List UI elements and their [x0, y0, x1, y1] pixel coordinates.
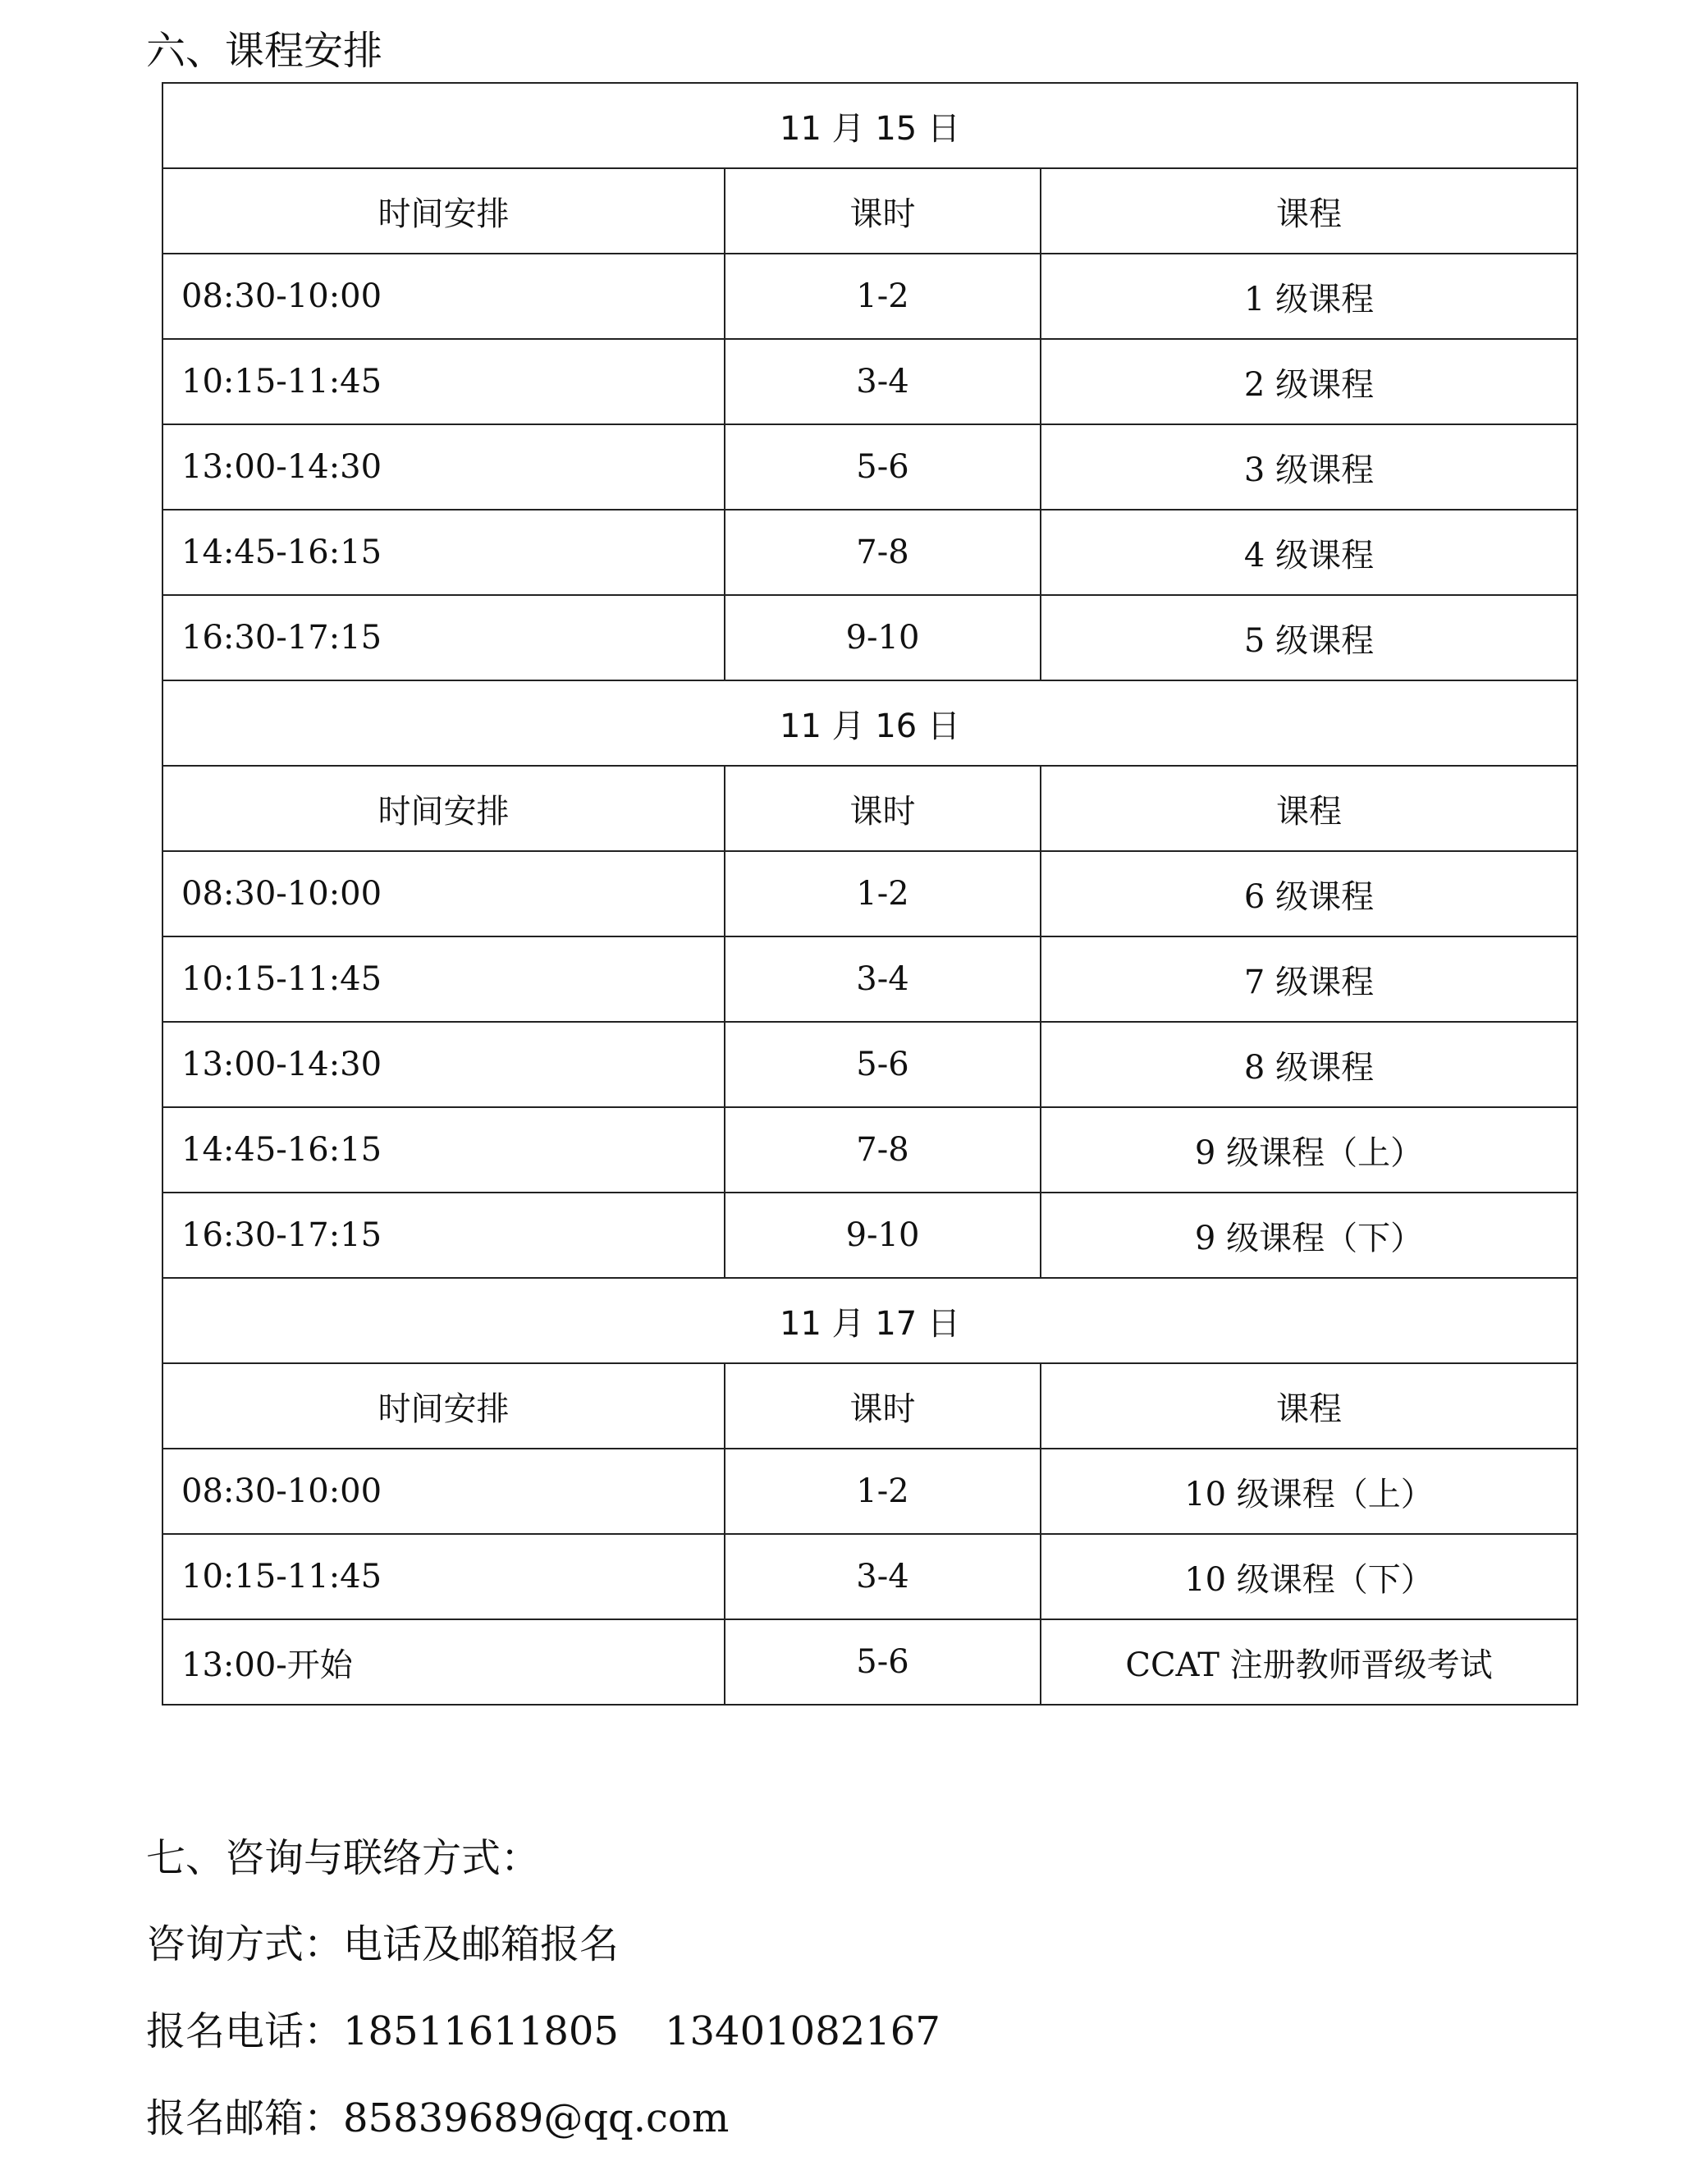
table-row: [162, 1022, 1577, 1107]
course-cell: 4 级课程: [1041, 510, 1577, 595]
contact-email-line: [146, 2095, 730, 2141]
table-row: [162, 1619, 1577, 1705]
course-cell: CCAT 注册教师晋级考试: [1041, 1619, 1577, 1705]
table-row: [162, 424, 1577, 510]
time-cell: 08:30-10:00: [162, 254, 725, 339]
period-cell: 5-6: [725, 424, 1041, 510]
course-cell: 1 级课程: [1041, 254, 1577, 339]
contact-method-value: 电话及邮箱报名: [343, 1921, 620, 1967]
phone-number-1: 18511611805: [343, 2008, 619, 2054]
column-header-time: 时间安排: [162, 766, 725, 851]
course-schedule-table: [162, 82, 1578, 1706]
time-cell: 16:30-17:15: [162, 595, 725, 680]
table-row: [162, 936, 1577, 1022]
column-header-course: 课程: [1041, 1363, 1577, 1449]
time-cell: 13:00-开始: [162, 1619, 725, 1705]
period-cell: 1-2: [725, 254, 1041, 339]
section-heading-contact: 七、咨询与联络方式：: [146, 1835, 541, 1881]
column-header-course: 课程: [1041, 168, 1577, 254]
period-cell: 5-6: [725, 1619, 1041, 1705]
header-row: [162, 766, 1577, 851]
date-label: 11 月 17 日: [162, 1278, 1577, 1363]
time-cell: 08:30-10:00: [162, 1449, 725, 1534]
column-header-period: 课时: [725, 1363, 1041, 1449]
course-cell: 10 级课程（下）: [1041, 1534, 1577, 1619]
period-cell: 1-2: [725, 851, 1041, 936]
course-cell: 5 级课程: [1041, 595, 1577, 680]
period-cell: 3-4: [725, 1534, 1041, 1619]
date-row: [162, 1278, 1577, 1363]
period-cell: 9-10: [725, 595, 1041, 680]
time-cell: 10:15-11:45: [162, 1534, 725, 1619]
time-cell: 16:30-17:15: [162, 1193, 725, 1278]
course-cell: 3 级课程: [1041, 424, 1577, 510]
course-cell: 2 级课程: [1041, 339, 1577, 424]
date-row: [162, 680, 1577, 766]
table-row: [162, 1534, 1577, 1619]
period-cell: 5-6: [725, 1022, 1041, 1107]
column-header-time: 时间安排: [162, 168, 725, 254]
time-cell: 08:30-10:00: [162, 851, 725, 936]
phone-number-2: 13401082167: [664, 2008, 940, 2054]
period-cell: 3-4: [725, 339, 1041, 424]
table-row: [162, 254, 1577, 339]
contact-phone-line: [146, 2008, 940, 2054]
column-header-course: 课程: [1041, 766, 1577, 851]
time-cell: 14:45-16:15: [162, 510, 725, 595]
period-cell: 3-4: [725, 936, 1041, 1022]
contact-method-label: 咨询方式：: [146, 1921, 344, 1967]
period-cell: 7-8: [725, 510, 1041, 595]
period-cell: 7-8: [725, 1107, 1041, 1193]
table-row: [162, 1107, 1577, 1193]
column-header-period: 课时: [725, 168, 1041, 254]
contact-method-line: [146, 1921, 620, 1967]
table-row: [162, 1193, 1577, 1278]
course-cell: 9 级课程（上）: [1041, 1107, 1577, 1193]
course-cell: 10 级课程（上）: [1041, 1449, 1577, 1534]
header-row: [162, 1363, 1577, 1449]
time-cell: 10:15-11:45: [162, 936, 725, 1022]
contact-email-label: 报名邮箱：: [146, 2095, 344, 2141]
time-cell: 14:45-16:15: [162, 1107, 725, 1193]
table-row: [162, 339, 1577, 424]
time-cell: 10:15-11:45: [162, 339, 725, 424]
section-heading-course-schedule: 六、课程安排: [146, 28, 383, 74]
time-cell: 13:00-14:30: [162, 424, 725, 510]
time-cell: 13:00-14:30: [162, 1022, 725, 1107]
table-row: [162, 1449, 1577, 1534]
course-cell: 9 级课程（下）: [1041, 1193, 1577, 1278]
course-cell: 7 级课程: [1041, 936, 1577, 1022]
period-cell: 9-10: [725, 1193, 1041, 1278]
header-row: [162, 168, 1577, 254]
column-header-time: 时间安排: [162, 1363, 725, 1449]
course-cell: 8 级课程: [1041, 1022, 1577, 1107]
date-label: 11 月 15 日: [162, 83, 1577, 168]
period-cell: 1-2: [725, 1449, 1041, 1534]
date-row: [162, 83, 1577, 168]
course-cell: 6 级课程: [1041, 851, 1577, 936]
table-row: [162, 595, 1577, 680]
email-address: 85839689@qq.com: [343, 2095, 730, 2141]
table-row: [162, 510, 1577, 595]
date-label: 11 月 16 日: [162, 680, 1577, 766]
column-header-period: 课时: [725, 766, 1041, 851]
table-row: [162, 851, 1577, 936]
contact-phone-label: 报名电话：: [146, 2008, 344, 2054]
